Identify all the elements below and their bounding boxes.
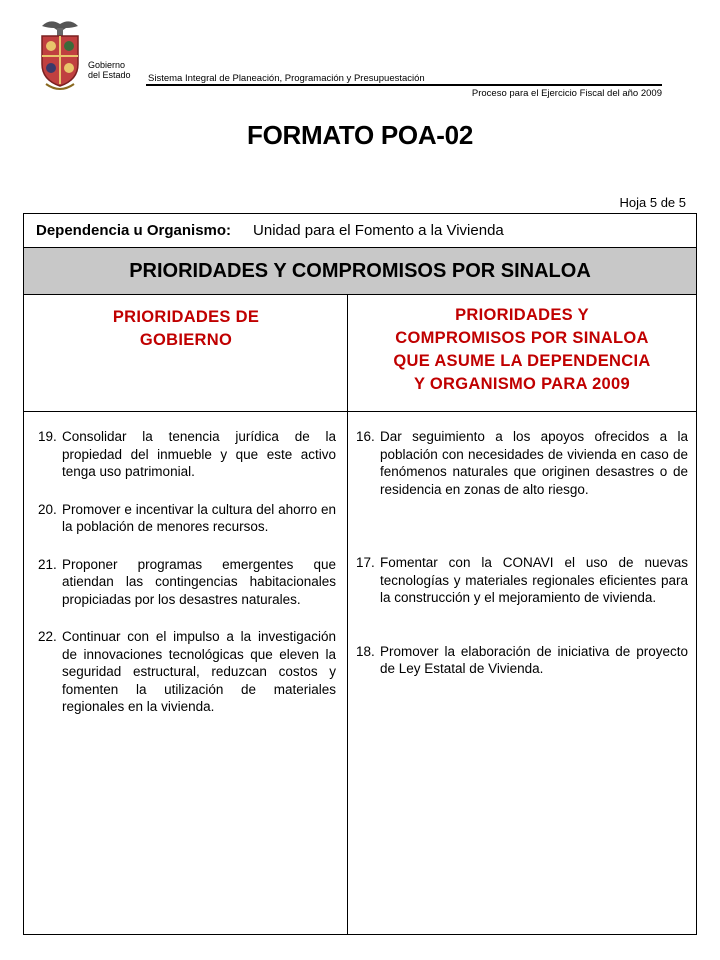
item-number: 16. bbox=[356, 429, 375, 444]
dependencia-value: Unidad para el Fomento a la Vivienda bbox=[253, 222, 504, 239]
gobierno-line1: Gobierno bbox=[88, 60, 126, 70]
left-header-line: GOBIERNO bbox=[139, 331, 233, 349]
item-number: 17. bbox=[356, 555, 375, 570]
state-coat-of-arms-icon bbox=[36, 16, 84, 94]
left-header-line: PRIORIDADES DE bbox=[112, 308, 260, 326]
list-item bbox=[38, 501, 336, 536]
right-header-line: COMPROMISOS POR SINALOA bbox=[395, 329, 649, 347]
list-item bbox=[356, 643, 688, 678]
item-text: Fomentar con la CONAVI el uso de nuevas tecnologías y materiales regionales eficientes para la construcción y el mejoramiento de vivienda. bbox=[380, 555, 688, 605]
gobierno-line2: del Estado bbox=[88, 70, 131, 80]
sistema-label: Sistema Integral de Planeación, Programación y Presupuestación bbox=[148, 73, 425, 84]
proceso-label: Proceso para el Ejercicio Fiscal del año 2009 bbox=[471, 88, 662, 99]
gobierno-label bbox=[88, 60, 131, 80]
page-header bbox=[0, 0, 720, 110]
list-item bbox=[38, 556, 336, 609]
item-number: 20. bbox=[38, 501, 57, 517]
priorities-form bbox=[23, 213, 697, 935]
item-text: Continuar con el impulso a la investigación de innovaciones tecnológicas que eleven la seguridad estructural, reduzcan costos y fomenten la utilización de materiales regionales en la vivienda. bbox=[62, 629, 336, 714]
dependencia-label: Dependencia u Organismo: bbox=[36, 222, 232, 239]
item-text: Dar seguimiento a los apoyos ofrecidos a la población con necesidades de vivienda en caso de fenómenos naturales que originen desastres o de residencia en zonas de alto riesgo. bbox=[380, 429, 688, 497]
right-items-list bbox=[356, 428, 688, 678]
item-number: 21. bbox=[38, 556, 57, 572]
right-column-header bbox=[348, 294, 696, 412]
item-text: Proponer programas emergentes que atiendan las contingencias habitacionales propiciadas por los desastres naturales. bbox=[62, 556, 336, 607]
item-text: Consolidar la tenencia jurídica de la propiedad del inmueble y que este activo tenga uso patrimonial. bbox=[62, 429, 336, 479]
right-header-line: QUE ASUME LA DEPENDENCIA bbox=[393, 352, 651, 370]
item-text: Promover la elaboración de iniciativa de proyecto de Ley Estatal de Vivienda. bbox=[380, 643, 688, 676]
header-rule bbox=[146, 84, 662, 86]
item-number: 18. bbox=[356, 643, 375, 659]
right-header-line: Y ORGANISMO PARA 2009 bbox=[414, 375, 630, 393]
right-header-line: PRIORIDADES Y bbox=[455, 306, 589, 324]
item-number: 22. bbox=[38, 629, 57, 644]
list-item bbox=[38, 628, 336, 716]
item-number: 19. bbox=[38, 429, 57, 444]
list-item bbox=[356, 554, 688, 607]
list-item bbox=[38, 428, 336, 481]
page-number: Hoja 5 de 5 bbox=[619, 195, 686, 210]
left-items-list bbox=[38, 428, 336, 716]
section-banner: PRIORIDADES Y COMPROMISOS POR SINALOA bbox=[24, 248, 696, 295]
page-title: FORMATO POA-02 bbox=[247, 120, 473, 150]
dependencia-row bbox=[24, 214, 696, 248]
item-text: Promover e incentivar la cultura del ahorro en la población de menores recursos. bbox=[62, 501, 336, 534]
column-divider bbox=[347, 294, 348, 934]
left-column-header bbox=[24, 294, 348, 412]
list-item bbox=[356, 428, 688, 498]
